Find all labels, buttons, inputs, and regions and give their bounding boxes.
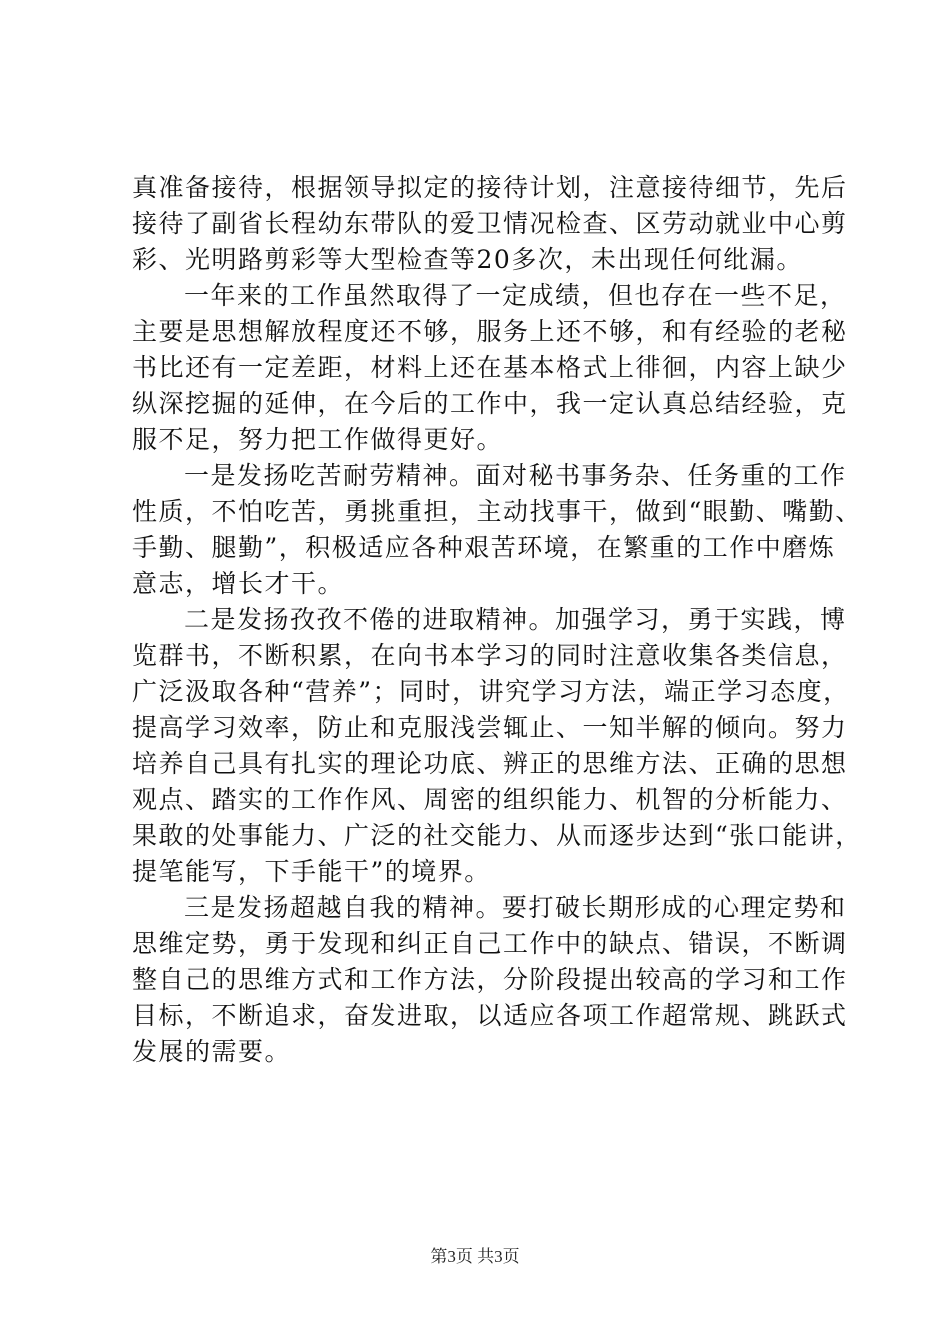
text-line: 广泛汲取各种“营养”；同时，讲究学习方法，端正学习态度， <box>132 677 850 706</box>
page-footer: 第3页 共3页 <box>430 1247 520 1266</box>
text-line: 一是发扬吃苦耐劳精神。面对秘书事务杂、任务重的工作 <box>184 461 847 490</box>
text-line: 三是发扬超越自我的精神。要打破长期形成的心理定势和 <box>184 893 847 922</box>
text-line: 二是发扬孜孜不倦的进取精神。加强学习，勇于实践，博 <box>184 605 847 634</box>
text-line: 观点、踏实的工作作风、周密的组织能力、机智的分析能力、 <box>132 785 848 814</box>
text-line: 彩、光明路剪彩等大型检查等20多次，未出现任何纰漏。 <box>132 245 803 274</box>
text-line: 培养自己具有扎实的理论功底、辨正的思维方法、正确的思想 <box>132 749 848 778</box>
paragraph <box>132 458 862 602</box>
text-line: 主要是思想解放程度还不够，服务上还不够，和有经验的老秘 <box>132 317 848 346</box>
text-line: 手勤、腿勤”，积极适应各种艰苦环境，在繁重的工作中磨炼 <box>132 533 836 562</box>
text-line: 纵深挖掘的延伸，在今后的工作中，我一定认真总结经验，克 <box>132 389 848 418</box>
paragraph <box>132 278 848 458</box>
paragraph <box>132 890 848 1070</box>
text-line: 接待了副省长程幼东带队的爱卫情况检查、区劳动就业中心剪 <box>132 209 848 238</box>
text-line: 发展的需要。 <box>132 1037 292 1066</box>
text-line: 一年来的工作虽然取得了一定成绩，但也存在一些不足， <box>184 281 847 310</box>
text-line: 提高学习效率，防止和克服浅尝辄止、一知半解的倾向。努力 <box>132 713 848 742</box>
text-line: 意志，增长才干。 <box>132 569 345 598</box>
text-line: 果敢的处事能力、广泛的社交能力、从而逐步达到“张口能讲， <box>132 821 862 850</box>
text-line: 思维定势，勇于发现和纠正自己工作中的缺点、错误，不断调 <box>132 929 848 958</box>
text-line: 览群书，不断积累，在向书本学习的同时注意收集各类信息， <box>132 641 848 670</box>
text-line: 性质，不怕吃苦，勇挑重担，主动找事干，做到“眼勤、嘴勤、 <box>132 497 862 526</box>
document-body <box>132 170 862 1070</box>
text-line: 服不足，努力把工作做得更好。 <box>132 425 504 454</box>
paragraph <box>132 170 848 278</box>
text-line: 书比还有一定差距，材料上还在基本格式上徘徊，内容上缺少 <box>132 353 848 382</box>
text-line: 真准备接待，根据领导拟定的接待计划，注意接待细节，先后 <box>132 173 848 202</box>
paragraph <box>132 602 862 890</box>
text-line: 目标，不断追求，奋发进取，以适应各项工作超常规、跳跃式 <box>132 1001 848 1030</box>
text-line: 整自己的思维方式和工作方法，分阶段提出较高的学习和工作 <box>132 965 848 994</box>
text-line: 提笔能写，下手能干”的境界。 <box>132 857 491 886</box>
